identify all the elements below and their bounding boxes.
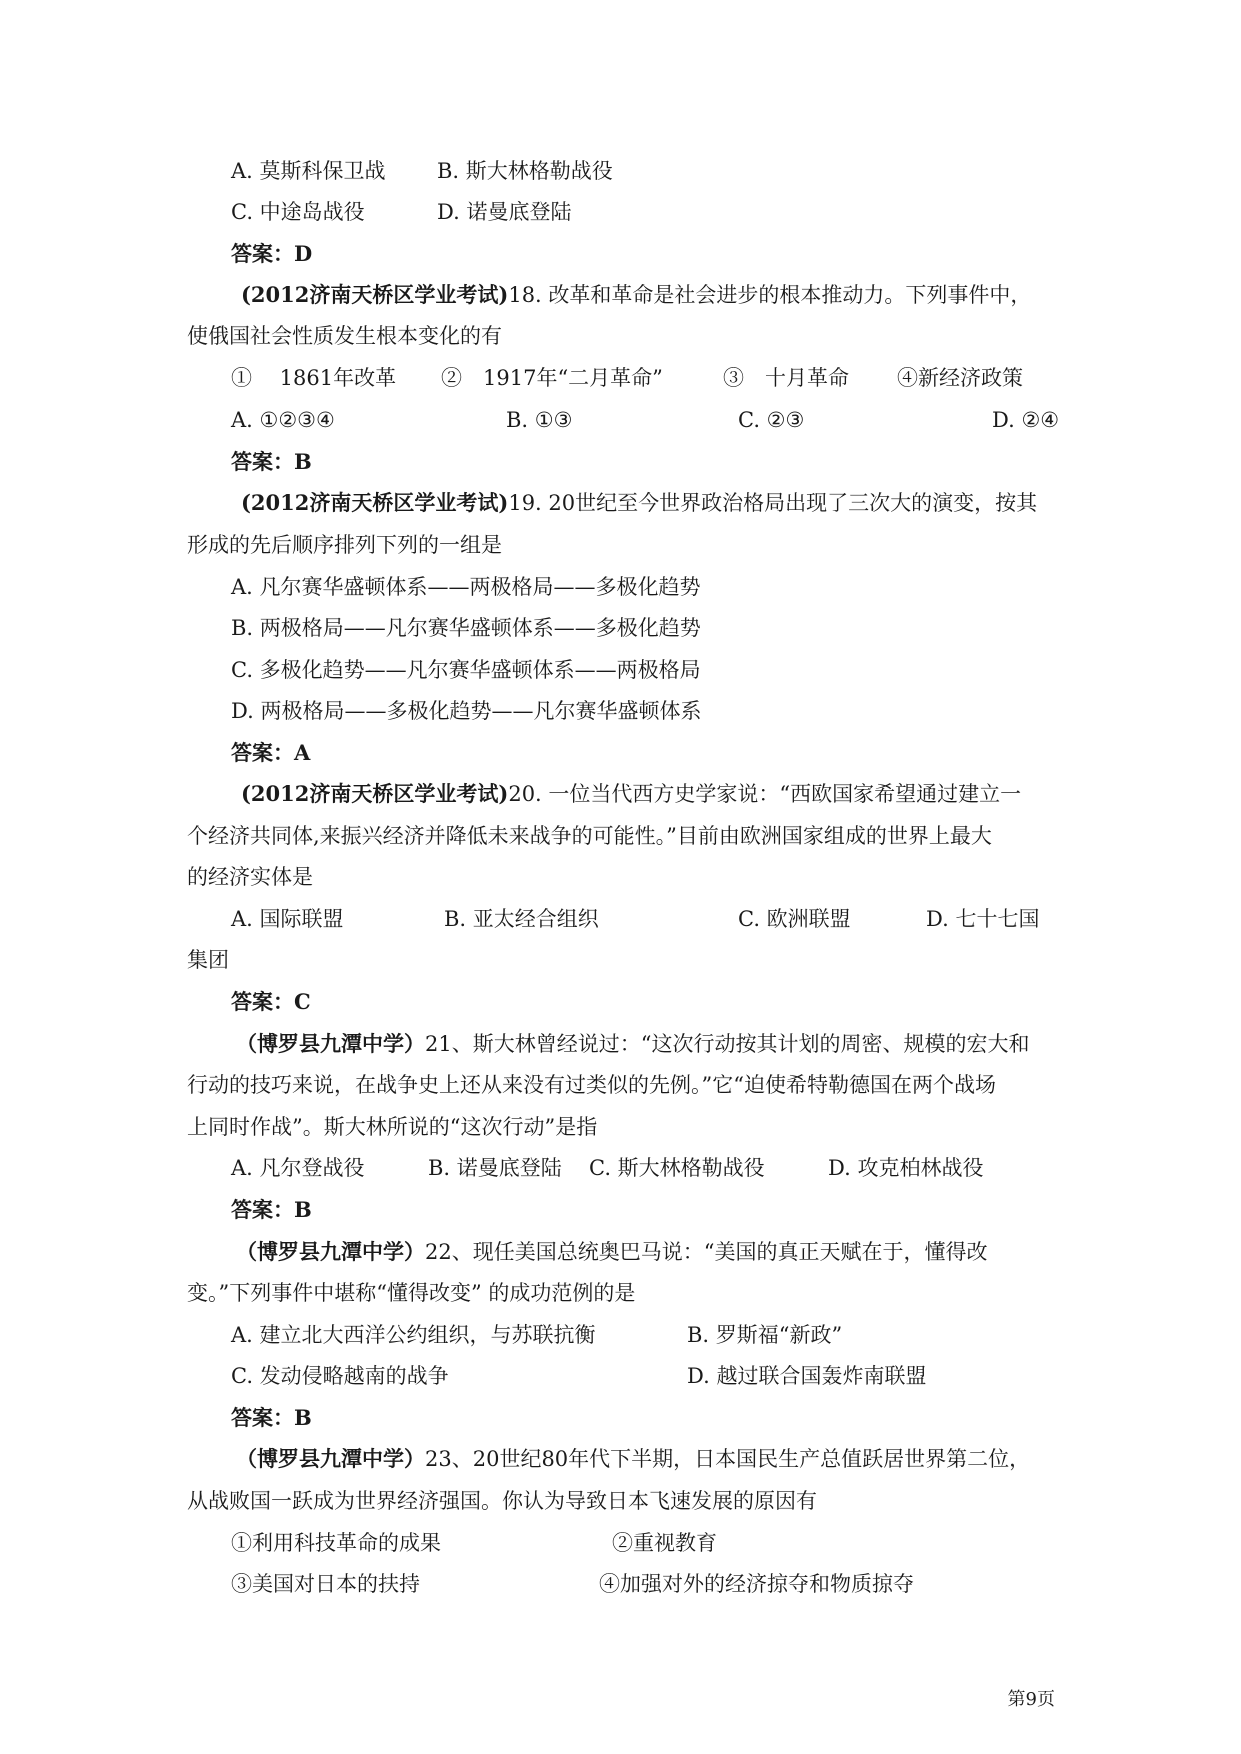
q22-stem: 22、现任美国总统奥巴马说：“美国的真正天赋在于，懂得改: [425, 1240, 988, 1264]
q22-answer: 答案：B: [231, 1405, 312, 1430]
q21-option-d: D. 攻克柏林战役: [828, 1156, 984, 1180]
q19-option-d: D. 两极格局——多极化趋势——凡尔赛华盛顿体系: [231, 699, 702, 723]
q18-stem: 18. 改革和革命是社会进步的根本推动力。下列事件中，: [508, 283, 1032, 307]
q23-stem: 23、20世纪80年代下半期，日本国民生产总值跃居世界第二位，: [425, 1447, 1031, 1471]
q21-line1: [236, 1031, 1029, 1057]
q17-option-a: A. 莫斯科保卫战: [231, 159, 386, 183]
q23-item2: ②重视教育: [612, 1531, 717, 1555]
q17-answer: 答案：D: [231, 241, 313, 266]
q20-source: (2012济南天桥区学业考试): [241, 781, 509, 806]
q22-line2: 变。”下列事件中堪称“懂得改变” 的成功范例的是: [187, 1281, 636, 1305]
q21-line3: 上同时作战”。斯大林所说的“这次行动”是指: [187, 1115, 598, 1139]
q22-option-b: B. 罗斯福“新政”: [687, 1323, 843, 1347]
q18-item4: ④新经济政策: [897, 366, 1023, 390]
q21-source: （博罗县九潭中学）: [236, 1031, 425, 1056]
q20-option-d-continued: 集团: [187, 948, 229, 972]
q23-item3: ③美国对日本的扶持: [231, 1572, 420, 1596]
q18-item2: ② 1917年“二月革命”: [441, 366, 663, 390]
q19-source: (2012济南天桥区学业考试): [241, 490, 509, 515]
q18-line2: 使俄国社会性质发生根本变化的有: [187, 324, 502, 348]
q18-item3: ③ 十月革命: [723, 366, 849, 390]
q23-source: （博罗县九潭中学）: [236, 1446, 425, 1471]
q19-option-c: C. 多极化趋势——凡尔赛华盛顿体系——两极格局: [231, 658, 701, 682]
q19-option-a: A. 凡尔赛华盛顿体系——两极格局——多极化趋势: [231, 575, 701, 599]
q20-stem: 20. 一位当代西方史学家说：“西欧国家希望通过建立一: [508, 782, 1022, 806]
q20-option-c: C. 欧洲联盟: [738, 907, 851, 931]
q20-answer: 答案：C: [231, 989, 311, 1014]
q20-line3: 的经济实体是: [187, 865, 313, 889]
q23-line2: 从战败国一跃成为世界经济强国。你认为导致日本飞速发展的原因有: [187, 1489, 817, 1513]
q21-answer: 答案：B: [231, 1197, 312, 1222]
q18-answer: 答案：B: [231, 449, 312, 474]
q20-line2: 个经济共同体,来振兴经济并降低未来战争的可能性。”目前由欧洲国家组成的世界上最大: [187, 824, 992, 848]
q17-option-b: B. 斯大林格勒战役: [437, 159, 613, 183]
q18-line1: [241, 282, 1031, 308]
q21-option-a: A. 凡尔登战役: [231, 1156, 365, 1180]
q22-source: （博罗县九潭中学）: [236, 1239, 425, 1264]
q20-option-b: B. 亚太经合组织: [444, 907, 599, 931]
q18-source: (2012济南天桥区学业考试): [241, 282, 509, 307]
q22-option-d: D. 越过联合国轰炸南联盟: [687, 1364, 927, 1388]
q18-option-a: A. ①②③④: [231, 408, 335, 432]
q18-option-c: C. ②③: [738, 408, 805, 432]
q18-option-b: B. ①③: [506, 408, 573, 432]
q20-option-a: A. 国际联盟: [231, 907, 344, 931]
q18-option-d: D. ②④: [992, 408, 1060, 432]
q19-line2: 形成的先后顺序排列下列的一组是: [187, 533, 502, 557]
q21-option-c: C. 斯大林格勒战役: [589, 1156, 765, 1180]
q21-option-b: B. 诺曼底登陆: [428, 1156, 562, 1180]
q19-option-b: B. 两极格局——凡尔赛华盛顿体系——多极化趋势: [231, 616, 701, 640]
q21-stem: 21、斯大林曾经说过：“这次行动按其计划的周密、规模的宏大和: [425, 1032, 1030, 1056]
q19-line1: [241, 490, 1037, 516]
q23-line1: [236, 1446, 1030, 1472]
q18-item1: ① 1861年改革: [231, 366, 397, 390]
q22-line1: [236, 1239, 987, 1265]
q21-line2: 行动的技巧来说，在战争史上还从来没有过类似的先例。”它“迫使希特勒德国在两个战场: [187, 1073, 996, 1097]
q23-item1: ①利用科技革命的成果: [231, 1531, 441, 1555]
q20-line1: [241, 781, 1021, 807]
q20-option-d: D. 七十七国: [926, 907, 1040, 931]
q17-option-c: C. 中途岛战役: [231, 200, 365, 224]
q19-stem: 19. 20世纪至今世界政治格局出现了三次大的演变，按其: [508, 491, 1038, 515]
q19-answer: 答案：A: [231, 740, 311, 765]
q22-option-a: A. 建立北大西洋公约组织，与苏联抗衡: [231, 1323, 596, 1347]
q22-option-c: C. 发动侵略越南的战争: [231, 1364, 449, 1388]
q23-item4: ④加强对外的经济掠夺和物质掠夺: [599, 1572, 914, 1596]
page-number: 第9页: [1007, 1689, 1055, 1710]
q17-option-d: D. 诺曼底登陆: [437, 200, 572, 224]
